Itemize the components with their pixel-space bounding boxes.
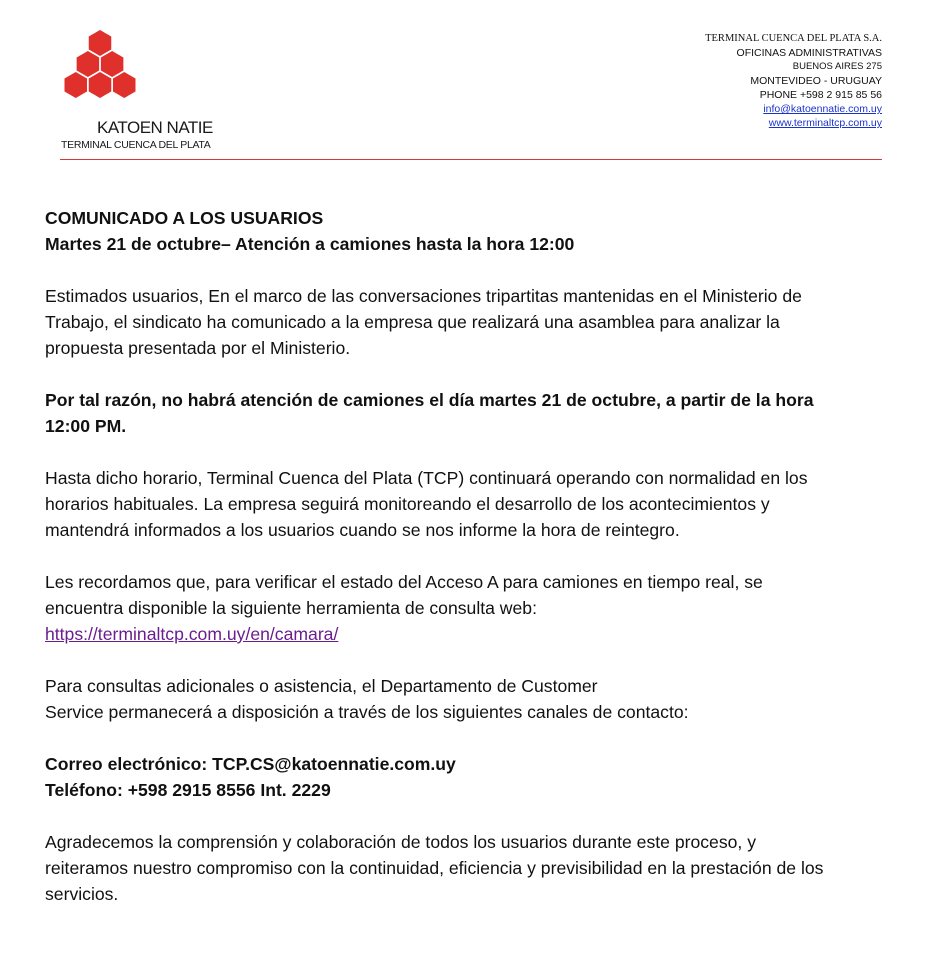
- city-line: MONTEVIDEO - URUGUAY: [750, 75, 882, 87]
- email-link[interactable]: info@katoennatie.com.uy: [763, 103, 882, 115]
- hexagon-cluster-icon: [58, 28, 228, 118]
- brand-subtitle: TERMINAL CUENCA DEL PLATA: [61, 139, 211, 151]
- logo-hexagon: [113, 72, 136, 98]
- logo-hexagon: [101, 51, 124, 77]
- contact-text-line2: Service permanecerá a disposición a través de los siguientes canales de contacto:: [45, 702, 689, 722]
- letterhead-contact-block: [705, 32, 882, 130]
- notice-subtitle: Martes 21 de octubre– Atención a camiones hasta la hora 12:00: [45, 234, 575, 254]
- notice-title: COMUNICADO A LOS USUARIOS: [45, 208, 324, 228]
- contact-phone: Teléfono: +598 2915 8556 Int. 2229: [45, 780, 331, 800]
- paragraph-contact: [45, 673, 835, 725]
- office-label: OFICINAS ADMINISTRATIVAS: [736, 47, 882, 59]
- contact-channels: [45, 751, 835, 803]
- web-tool-text: Les recordamos que, para verificar el estado del Acceso A para camiones en tiempo real, se encuentra disponible la siguiente herramienta de consulta web:: [45, 572, 763, 618]
- logo-hexagon: [89, 72, 112, 98]
- logo-hexagon: [89, 30, 112, 56]
- header-divider: [60, 159, 882, 160]
- contact-email: Correo electrónico: TCP.CS@katoennatie.com.uy: [45, 754, 456, 774]
- notice-body: [45, 205, 835, 933]
- logo-hexagon: [64, 72, 87, 98]
- paragraph-suspension: Por tal razón, no habrá atención de camiones el día martes 21 de octubre, a partir de la hora 12:00 PM.: [45, 390, 814, 436]
- brand-name: KATOEN NATIE: [97, 118, 213, 137]
- contact-text-line1: Para consultas adicionales o asistencia, el Departamento de Customer: [45, 676, 598, 696]
- company-name: TERMINAL CUENCA DEL PLATA S.A.: [705, 33, 882, 44]
- paragraph-intro: Estimados usuarios, En el marco de las conversaciones tripartitas mantenidas en el Ministerio de Trabajo, el sindicato ha comunicado a la empresa que realizará una asamblea para analizar la propuesta presentada por el Ministerio.: [45, 286, 802, 358]
- address-line: BUENOS AIRES 275: [792, 61, 882, 72]
- logo-hexagon: [77, 51, 100, 77]
- phone-line: PHONE +598 2 915 85 56: [759, 89, 882, 101]
- website-link[interactable]: www.terminaltcp.com.uy: [768, 117, 882, 129]
- notice-heading: [45, 205, 835, 257]
- paragraph-closing: Agradecemos la comprensión y colaboración de todos los usuarios durante este proceso, y reiteramos nuestro compromiso con la continuidad, eficiencia y previsibilidad en la prestación de los servicios.: [45, 832, 824, 904]
- paragraph-web-tool: [45, 569, 835, 647]
- paragraph-operations: Hasta dicho horario, Terminal Cuenca del Plata (TCP) continuará operando con normalidad en los horarios habituales. La empresa seguirá monitoreando el desarrollo de los acontecimientos y mantendrá informados a los usuarios cuando se nos informe la hora de reintegro.: [45, 468, 808, 540]
- camera-link[interactable]: https://terminaltcp.com.uy/en/camara/: [45, 624, 339, 644]
